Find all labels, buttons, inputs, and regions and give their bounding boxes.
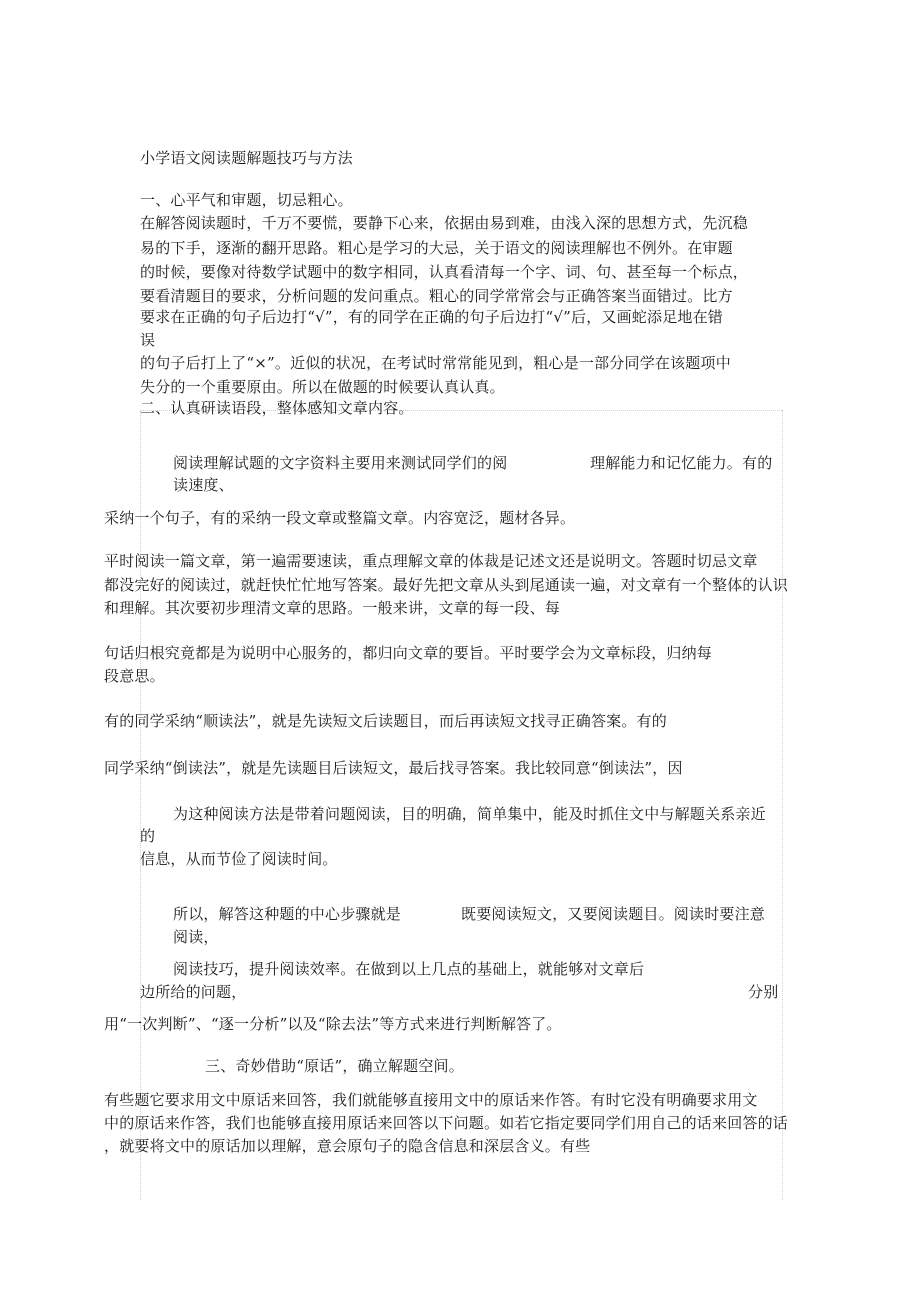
text-line: 要看清题目的要求，分析问题的发问重点。粗心的同学常常会与正确答案当面错过。比方	[140, 287, 733, 305]
text-line: 读速度、	[173, 476, 234, 494]
text-line: 的	[140, 827, 156, 845]
text-line: 有的同学采纳“顺读法”，就是先读短文后读题目，而后再读短文找寻正确答案。有的	[104, 712, 667, 730]
text-line: 有些题它要求用文中原话来回答，我们就能够直接用文中的原话来作答。有时它没有明确要求用文	[104, 1091, 758, 1109]
text-line: 易的下手，逐渐的翻开思路。粗心是学习的大忌，关于语文的阅读理解也不例外。在审题	[140, 239, 733, 257]
text-line: 误	[140, 331, 156, 349]
document-title: 小学语文阅读题解题技巧与方法	[140, 149, 353, 167]
text-line: 的时候，要像对待数学试题中的数字相同，认真看清每一个字、词、句、甚至每一个标点，	[140, 263, 749, 281]
text-line: 为这种阅读方法是带着问题阅读，目的明确，简单集中，能及时抓住文中与解题关系亲近	[173, 805, 766, 823]
text-line: 在解答阅读题时，千万不要慌，要静下心来，依据由易到难，由浅入深的思想方式，先沉稳	[140, 214, 749, 232]
text-line: 阅读理解试题的文字资料主要用来测试同学们的阅	[173, 454, 508, 472]
text-line: 要求在正确的句子后边打“√”，有的同学在正确的句子后边打“√”后，又画蛇添足地在错	[140, 308, 723, 326]
text-line: 理解能力和记忆能力。有的	[590, 454, 773, 472]
text-line: 信息，从而节俭了阅读时间。	[140, 850, 338, 868]
text-line: 用“一次判断”、“逐一分析”以及“除去法”等方式来进行判断解答了。	[104, 1015, 562, 1033]
text-line: 阅读，	[173, 928, 219, 946]
text-line: 中的原话来作答，我们也能够直接用原话来回答以下问题。如若它指定要同学们用自己的话来回答的话	[104, 1114, 789, 1132]
text-line: 阅读技巧，提升阅读效率。在做到以上几点的基础上，就能够对文章后	[173, 960, 645, 978]
text-line: 采纳一个句子，有的采纳一段文章或整篇文章。内容宽泛，题材各异。	[104, 509, 576, 527]
text-line: 同学采纳“倒读法”，就是先读题目后读短文，最后找寻答案。我比较同意“倒读法”，因	[104, 759, 683, 777]
text-line: 分别	[748, 983, 779, 1001]
text-line: 段意思。	[104, 667, 165, 685]
text-line: 所以，解答这种题的中心步骤就是	[173, 905, 402, 923]
section-heading-1: 一、心平气和审题，切忌粗心。	[140, 191, 353, 209]
section-heading-2: 二、认真研读语段，整体感知文章内容。	[140, 399, 414, 417]
text-line: ，就要将文中的原话加以理解，意会原句子的隐含信息和深层含义。有些	[104, 1137, 591, 1155]
text-line: 句话归根究竟都是为说明中心服务的，都归向文章的要旨。平时要学会为文章标段，归纳每	[104, 644, 713, 662]
text-line: 平时阅读一篇文章，第一遍需要速读，重点理解文章的体裁是记述文还是说明文。答题时切忌文章	[104, 552, 758, 570]
section-heading-3: 三、奇妙借助“原话”，确立解题空间。	[205, 1057, 464, 1075]
text-line: 的句子后打上了“×”。近似的状况，在考试时常常能见到，粗心是一部分同学在该题项中	[140, 354, 731, 372]
text-line: 边所给的问题，	[140, 983, 247, 1001]
text-line: 既要阅读短文，又要阅读题目。阅读时要注意	[461, 905, 766, 923]
text-line: 都没完好的阅读过，就赶快忙忙地写答案。最好先把文章从头到尾通读一遍，对文章有一个整体的认识	[104, 576, 789, 594]
page-frame-right	[782, 410, 783, 1200]
text-line: 和理解。其次要初步理清文章的思路。一般来讲，文章的每一段、每	[104, 599, 561, 617]
text-line: 失分的一个重要原由。所以在做题的时候要认真认真。	[140, 378, 505, 396]
